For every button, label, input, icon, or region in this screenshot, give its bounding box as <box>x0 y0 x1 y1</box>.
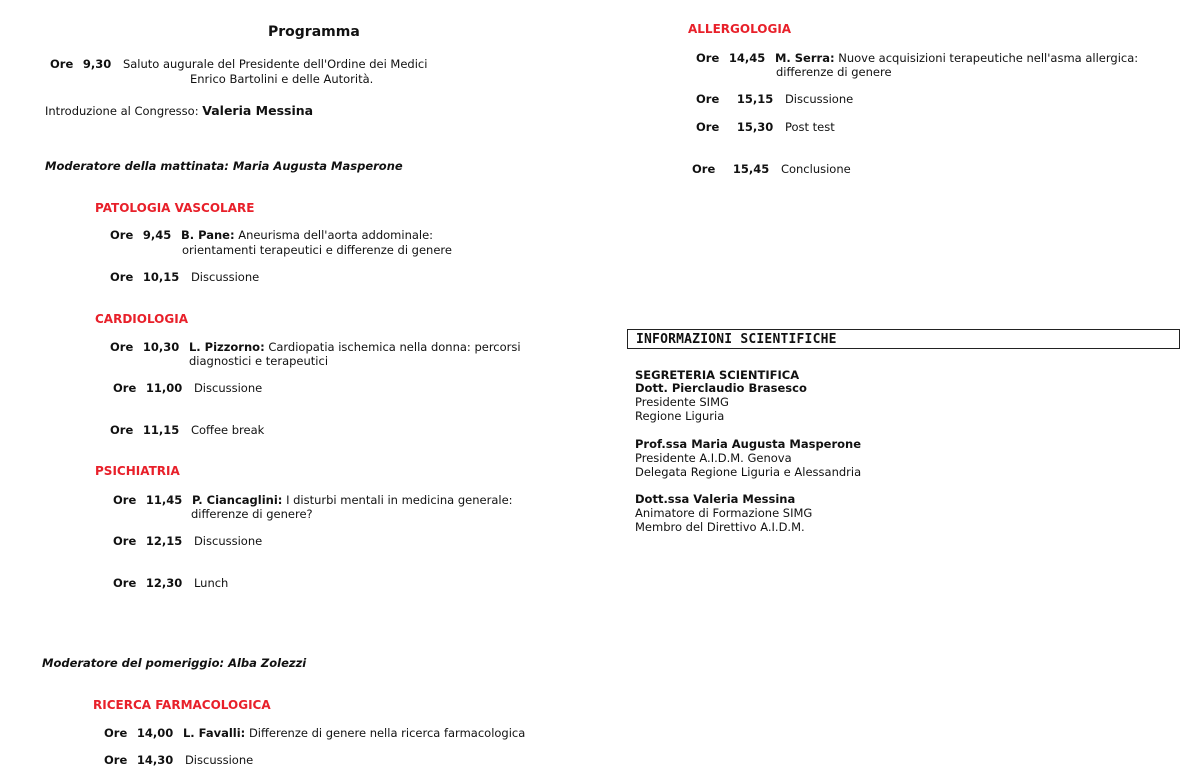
contact-role: Regione Liguria <box>635 409 725 423</box>
entry-text: Discussione <box>193 381 263 395</box>
entry-text: Coffee break <box>190 423 265 437</box>
opening-line2: Enrico Bartolini e delle Autorità. <box>190 72 374 86</box>
time: 15,30 <box>736 120 774 134</box>
entry-ciancaglini <box>113 493 513 507</box>
entry-text: Discussione <box>193 534 263 548</box>
entry-discussione-4 <box>104 753 253 767</box>
talk-line1: Differenze di genere nella ricerca farmacologica <box>248 726 526 740</box>
contact-role: Presidente SIMG <box>635 395 729 409</box>
section-ricerca-farmacologica: RICERCA FARMACOLOGICA <box>93 698 271 712</box>
speaker: L. Pizzorno: <box>188 340 265 354</box>
talk-line2: diagnostici e terapeutici <box>189 354 329 368</box>
ore-label: Ore <box>50 57 74 71</box>
talk-line2: differenze di genere <box>776 65 892 79</box>
entry-text: Conclusione <box>780 162 851 176</box>
ore-label: Ore <box>104 726 128 740</box>
info-header-box <box>627 329 1180 349</box>
ore-label: Ore <box>113 534 137 548</box>
entry-favalli <box>104 726 525 740</box>
ore-label: Ore <box>696 51 720 65</box>
time: 14,00 <box>136 726 174 740</box>
talk-line2: orientamenti terapeutici e differenze di genere <box>182 243 452 257</box>
speaker: M. Serra: <box>774 51 835 65</box>
time: 12,30 <box>145 576 183 590</box>
section-patologia-vascolare: PATOLOGIA VASCOLARE <box>95 201 255 215</box>
opening-line1: Saluto augurale del Presidente dell'Ordine dei Medici <box>122 57 428 71</box>
ore-label: Ore <box>110 423 134 437</box>
speaker: B. Pane: <box>180 228 235 242</box>
entry-text: Post test <box>784 120 835 134</box>
intro-label: Introduzione al Congresso: <box>45 104 203 118</box>
moderator-afternoon: Moderatore del pomeriggio: Alba Zolezzi <box>42 656 307 670</box>
entry-discussione-3 <box>113 534 262 548</box>
speaker: L. Favalli: <box>182 726 246 740</box>
entry-pizzorno <box>110 340 521 354</box>
ore-label: Ore <box>113 381 137 395</box>
section-cardiologia: CARDIOLOGIA <box>95 312 188 326</box>
talk-line2: differenze di genere? <box>191 507 313 521</box>
time: 12,15 <box>145 534 183 548</box>
contact-role: Presidente A.I.D.M. Genova <box>635 451 792 465</box>
entry-text: Discussione <box>190 270 260 284</box>
intro <box>45 103 313 118</box>
section-psichiatria: PSICHIATRIA <box>95 464 180 478</box>
entry-lunch <box>113 576 228 590</box>
speaker: P. Ciancaglini: <box>191 493 283 507</box>
intro-speaker: Valeria Messina <box>202 103 314 118</box>
entry-conclusione <box>692 162 851 176</box>
ore-label: Ore <box>110 228 134 242</box>
contact-role: Animatore di Formazione SIMG <box>635 506 813 520</box>
segreteria-heading: SEGRETERIA SCIENTIFICA <box>635 368 800 382</box>
talk-line1: Cardiopatia ischemica nella donna: percorsi <box>268 340 521 354</box>
ore-label: Ore <box>110 340 134 354</box>
entry-serra <box>696 51 1138 65</box>
entry-discussione-2 <box>113 381 262 395</box>
ore-label: Ore <box>110 270 134 284</box>
time: 15,45 <box>732 162 770 176</box>
time: 14,45 <box>728 51 766 65</box>
entry-discussione-1 <box>110 270 259 284</box>
page-title: Programma <box>268 24 360 40</box>
entry-discussione-5 <box>696 92 853 106</box>
opening-entry <box>50 57 427 71</box>
info-title: INFORMAZIONI SCIENTIFICHE <box>636 332 837 347</box>
time: 11,15 <box>142 423 180 437</box>
talk-line1: I disturbi mentali in medicina generale: <box>286 493 513 507</box>
ore-label: Ore <box>696 120 720 134</box>
time: 14,30 <box>136 753 174 767</box>
talk-line1: Aneurisma dell'aorta addominale: <box>238 228 434 242</box>
moderator-morning: Moderatore della mattinata: Maria Augusta Masperone <box>45 159 403 173</box>
ore-label: Ore <box>696 92 720 106</box>
section-allergologia: ALLERGOLOGIA <box>688 22 792 36</box>
entry-coffee-break <box>110 423 264 437</box>
entry-text: Lunch <box>193 576 229 590</box>
entry-post-test <box>696 120 835 134</box>
contact-name: Dott. Piercla‌udio Brasesco <box>635 381 807 395</box>
contact-role: Delegata Regione Liguria e Alessandria <box>635 465 862 479</box>
ore-label: Ore <box>113 576 137 590</box>
entry-text: Discussione <box>784 92 854 106</box>
contact-role: Membro del Direttivo A.I.D.M. <box>635 520 805 534</box>
contact-name: Prof.ssa Maria Augusta Masperone <box>635 437 862 451</box>
time: 9,30 <box>82 57 112 71</box>
contact-name: Dott.ssa Valeria Messina <box>635 492 796 506</box>
ore-label: Ore <box>692 162 716 176</box>
time: 9,45 <box>142 228 172 242</box>
time: 11,00 <box>145 381 183 395</box>
time: 10,30 <box>142 340 180 354</box>
entry-pane <box>110 228 433 242</box>
entry-text: Discussione <box>184 753 254 767</box>
talk-line1: Nuove acquisizioni terapeutiche nell'asma allergica: <box>838 51 1139 65</box>
time: 15,15 <box>736 92 774 106</box>
time: 10,15 <box>142 270 180 284</box>
ore-label: Ore <box>113 493 137 507</box>
ore-label: Ore <box>104 753 128 767</box>
time: 11,45 <box>145 493 183 507</box>
